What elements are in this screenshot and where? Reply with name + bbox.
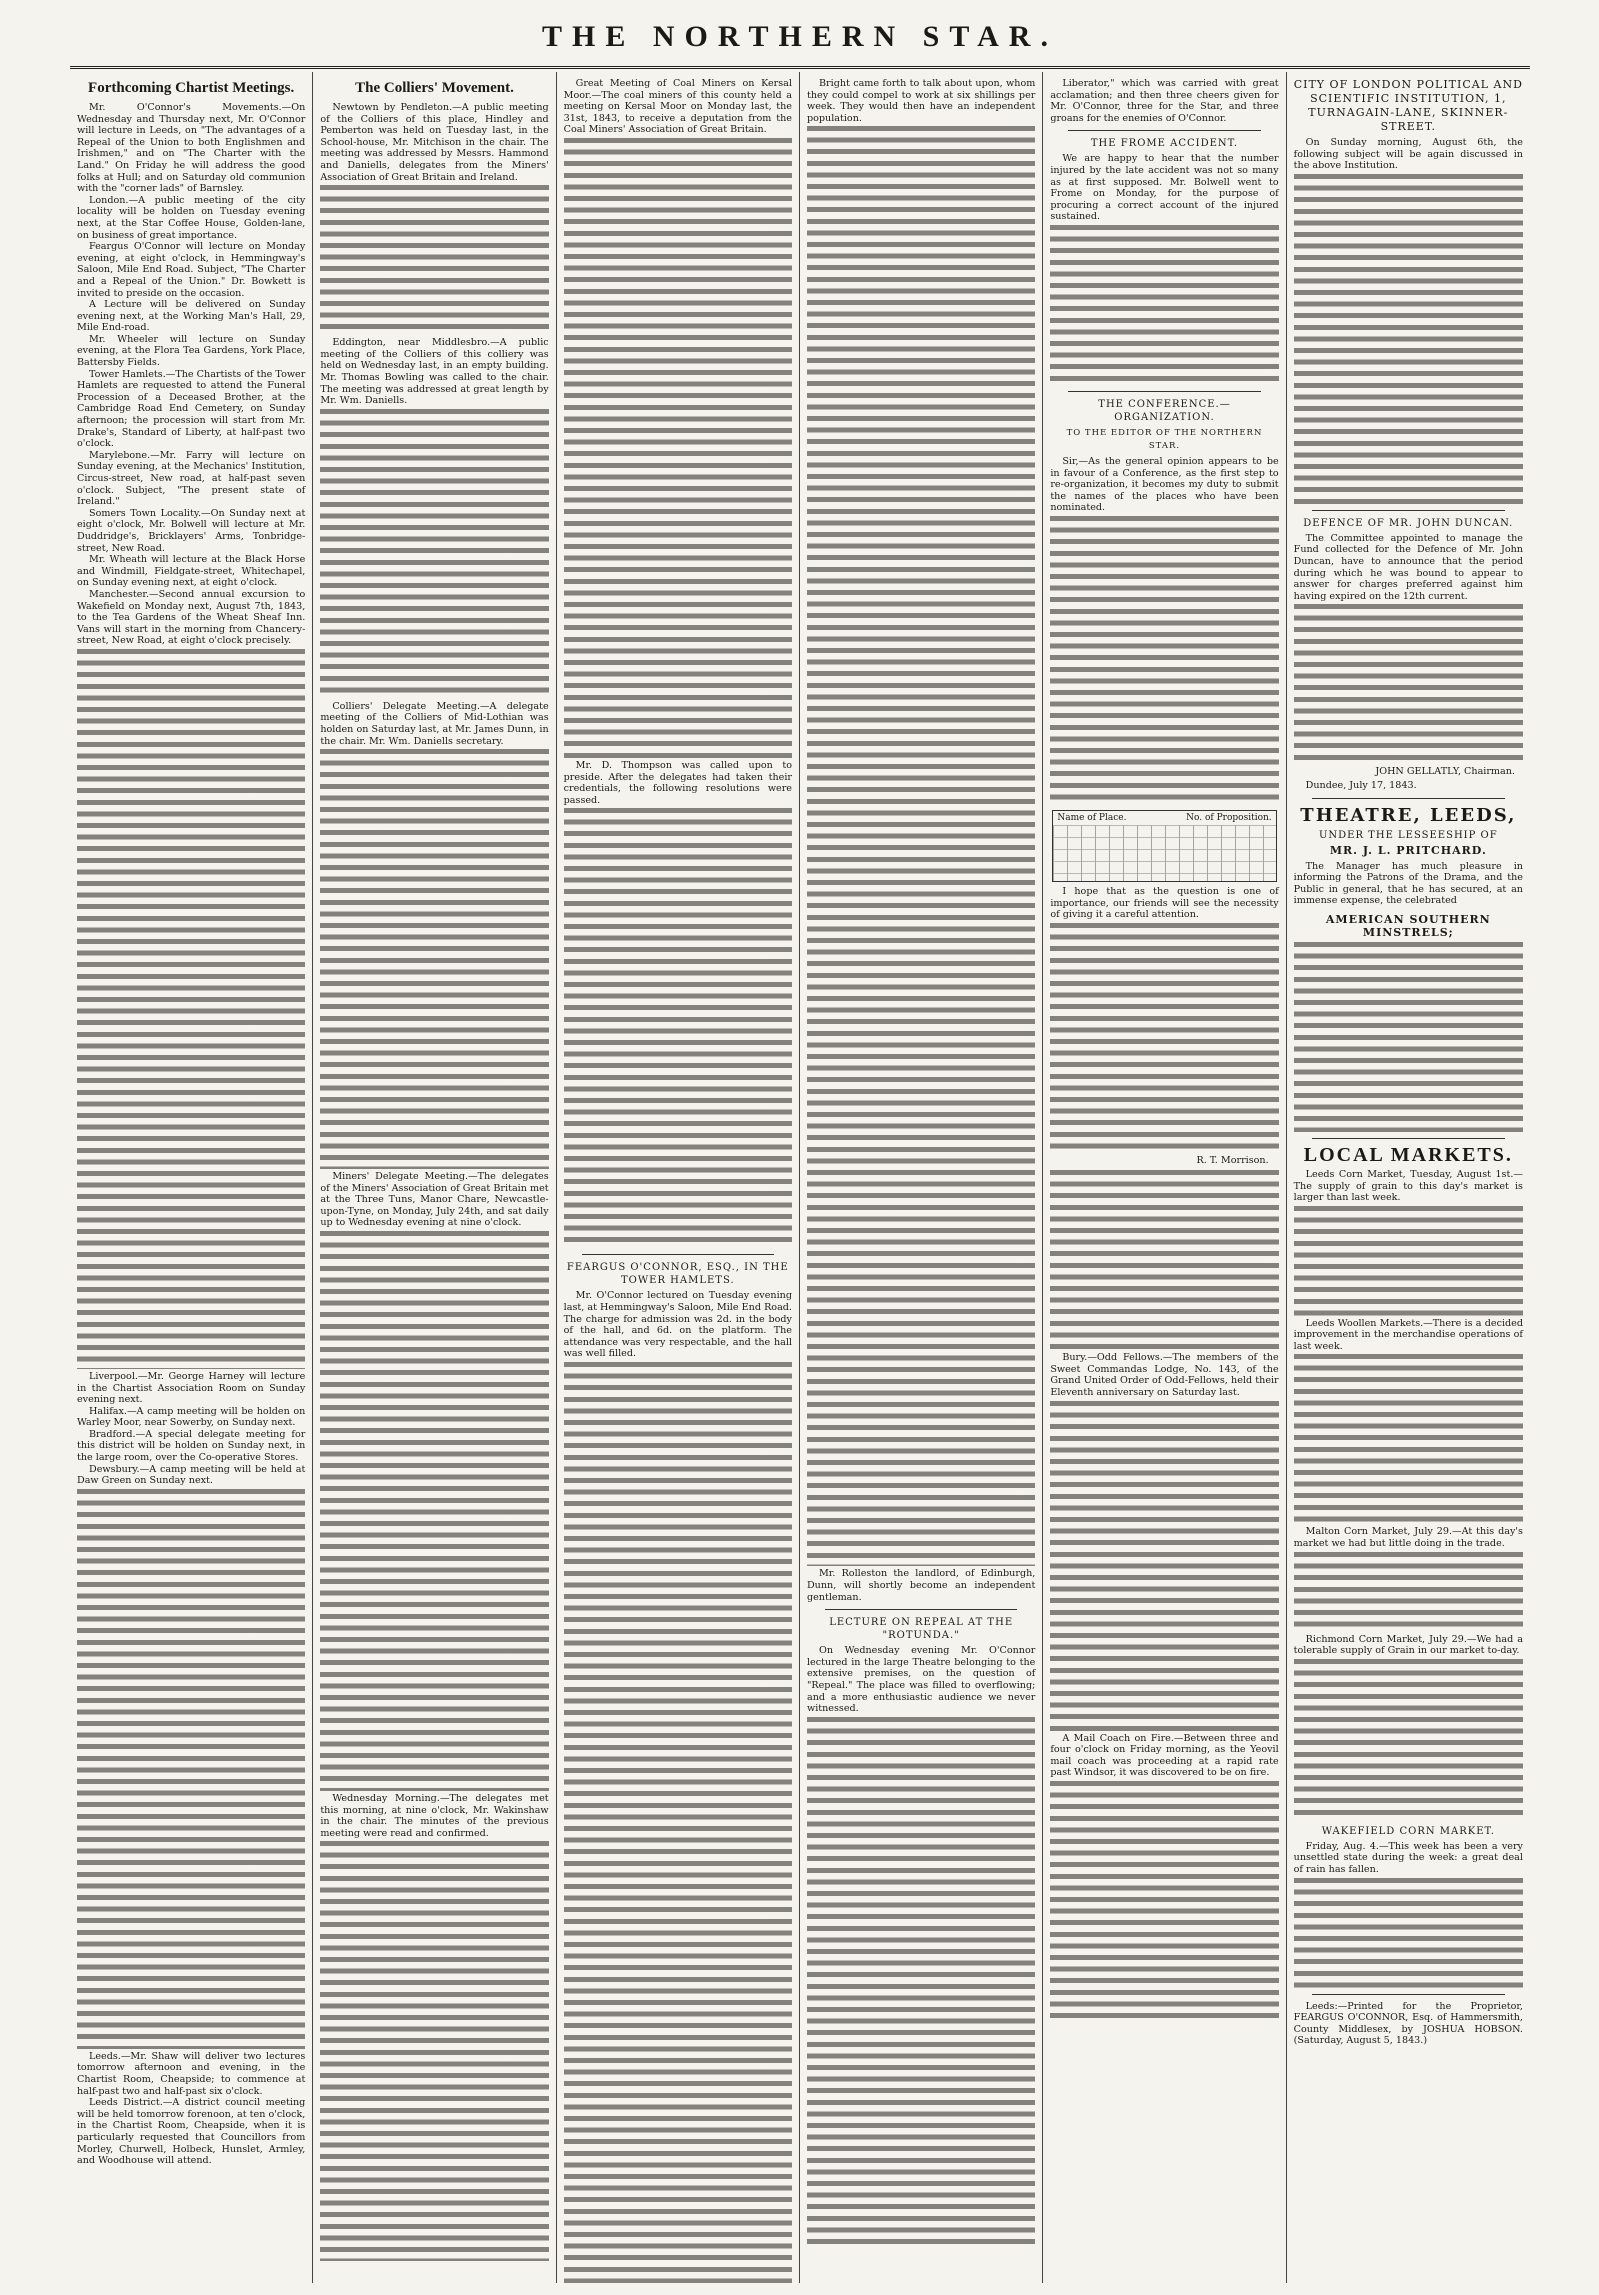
body-text-block	[1294, 604, 1523, 764]
article-paragraph: London.—A public meeting of the city locality will be holden on Tuesday evening next, at the Star Coffee House, Golden-lane, on business of great importance.	[77, 194, 306, 241]
advert-heading-institution: CITY OF LONDON POLITICAL AND SCIENTIFIC INSTITUTION, 1, TURNAGAIN-LANE, SKINNER-STREET.	[1293, 78, 1523, 133]
body-text-block	[1050, 225, 1278, 385]
section-heading-wakefield: WAKEFIELD CORN MARKET.	[1321, 1825, 1495, 1837]
table-grid	[1053, 825, 1275, 881]
body-text-block	[1050, 1781, 1278, 2021]
column-5	[1043, 72, 1286, 2283]
body-text-block	[1294, 1552, 1523, 1632]
body-text-block	[1050, 1170, 1278, 1350]
article-paragraph: Manchester.—Second annual excursion to Wakefield on Monday next, August 7th, 1843, to the Tea Gardens of the Wheat Sheaf Inn. Vans will start in the morning from Chancery-street, New Road, at eight o'clock precisely.	[77, 588, 306, 647]
article-paragraph: Halifax.—A camp meeting will be holden on Warley Moor, near Sowerby, on Sunday next.	[77, 1405, 306, 1429]
article-paragraph: Mr. Wheeler will lecture on Sunday evening, at the Flora Tea Gardens, York Place, Battersby Fields.	[77, 333, 306, 369]
article-paragraph: Tower Hamlets.—The Chartists of the Tower Hamlets are requested to attend the Funeral Procession of a Deceased Brother, at the Cambridge Road End Cemetery, on Sunday afternoon; the procession will start from Mr. Drake's, Standard of Liberty, at half-past two o'clock.	[77, 368, 306, 450]
body-text-block	[564, 808, 792, 1248]
divider	[1312, 1994, 1505, 1995]
advert-text: The Manager has much pleasure in informing the Patrons of the Drama, and the Public in general, that he has secured, at an immense expense, the celebrated	[1293, 860, 1523, 907]
article-paragraph: Mr. Rolleston the landlord, of Edinburgh, Dunn, will shortly become an independent gentleman.	[806, 1568, 1036, 1603]
article-paragraph: A Lecture will be delivered on Sunday evening next, at the Working Man's Hall, 29, Mile End-road.	[77, 299, 306, 334]
article-heading-repeal-lecture: LECTURE ON REPEAL AT THE "ROTUNDA."	[829, 1617, 1014, 1642]
article-heading-conference: THE CONFERENCE.—ORGANIZATION.	[1098, 398, 1231, 423]
body-text-block	[807, 126, 1035, 1566]
advert-dateline: Dundee, July 17, 1843.	[1305, 779, 1417, 791]
section-heading-chartist-meetings: Forthcoming Chartist Meetings.	[88, 80, 295, 96]
table-header-place: Name of Place.	[1057, 812, 1127, 823]
body-text-block	[1294, 174, 1523, 504]
article-paragraph: Wednesday Morning.—The delegates met this morning, at nine o'clock, Mr. Wakinshaw in the chair. The minutes of the previous meeting were read and confirmed.	[320, 1793, 549, 1839]
column-3	[557, 72, 800, 2283]
divider	[1312, 510, 1505, 511]
divider	[1068, 391, 1260, 392]
advert-signature: JOHN GELLATLY, Chairman.	[1375, 766, 1515, 778]
article-paragraph: Great Meeting of Coal Miners on Kersal Moor.—The coal miners of this county held a meeting on Kersal Moor on Monday last, the 31st, 1843, to receive a deputation from the Coal Miners' Association of Great Britain.	[563, 78, 792, 136]
article-paragraph: Marylebone.—Mr. Farry will lecture on Sunday evening, at the Mechanics' Institution, Circus-street, New road, at half-past seven o'clock. Subject, "The present state of Ireland."	[77, 449, 306, 508]
body-text-block	[564, 1362, 792, 2283]
market-report: Leeds Corn Market, Tuesday, August 1st.—The supply of grain to this day's market is larger than last week.	[1293, 1168, 1523, 1204]
body-text-block	[1294, 1206, 1523, 1316]
advert-heading-theatre: THEATRE, LEEDS,	[1300, 804, 1517, 826]
letter-address: TO THE EDITOR OF THE NORTHERN STAR.	[1066, 427, 1263, 451]
divider	[825, 1609, 1017, 1610]
advert-manager-name: MR. J. L. PRITCHARD.	[1329, 843, 1487, 857]
body-text-block	[320, 1841, 548, 2261]
divider	[1068, 130, 1260, 131]
letter-signature: R. T. Morrison.	[1196, 1154, 1269, 1166]
body-text-block	[1294, 942, 1523, 1132]
article-paragraph: Newtown by Pendleton.—A public meeting of the Colliers of this place, Hindley and Pemberton was held on Tuesday last, in the School-house, Mr. Mitchison in the chair. The meeting was addressed by Messrs. Hammond and Daniells, delegates from the Miners' Association of Great Britain and Ireland.	[320, 102, 549, 183]
table-header-proposition: No. of Proposition.	[1186, 812, 1272, 823]
divider	[1312, 1138, 1505, 1139]
body-text-block	[320, 749, 548, 1169]
body-text-block	[77, 649, 305, 1369]
body-text-block	[77, 1489, 305, 2049]
section-heading-colliers-movement: The Colliers' Movement.	[355, 80, 514, 96]
article-paragraph: Liverpool.—Mr. George Harney will lecture in the Chartist Association Room on Sunday evening next.	[77, 1370, 306, 1406]
article-paragraph: Mr. O'Connor's Movements.—On Wednesday and Thursday next, Mr. O'Connor will lecture in Leeds, on "The advantages of a Repeal of the Union to both Englishmen and Irishmen," and on "The Charter with the Land." On Friday he will address the good folks at Hull; and on Saturday old communion with the "corner lads" of Barnsley.	[77, 102, 306, 195]
column-4	[800, 72, 1043, 2283]
article-paragraph: Sir,—As the general opinion appears to be in favour of a Conference, as the first step to re-organization, it becomes my duty to submit the names of the places who have been nominated.	[1050, 455, 1279, 514]
article-paragraph: Dewsbury.—A camp meeting will be held at Daw Green on Sunday next.	[77, 1463, 306, 1487]
advert-subheading: UNDER THE LESSEESHIP OF	[1318, 829, 1498, 841]
article-paragraph: Colliers' Delegate Meeting.—A delegate meeting of the Colliers of Mid-Lothian was holden on Saturday last, at Mr. James Dunn, in the chair. Mr. Wm. Daniells secretary.	[320, 700, 549, 747]
advert-act-name: AMERICAN SOUTHERN MINSTRELS;	[1325, 912, 1491, 939]
article-paragraph: Eddington, near Middlesbro.—A public meeting of the Colliers of this colliery was held on Wednesday last, in an empty building. Mr. Thomas Bowling was called to the chair. The meeting was addressed at great length by Mr. Wm. Daniells.	[320, 337, 549, 407]
article-paragraph: Bright came forth to talk about upon, whom they could compel to work at six shillings per week. They would then have an independent population.	[806, 78, 1036, 124]
article-paragraph: I hope that as the question is one of importance, our friends will see the necessity of giving it a careful attention.	[1050, 885, 1279, 921]
divider	[1312, 798, 1505, 799]
article-paragraph: Leeds.—Mr. Shaw will deliver two lectures tomorrow afternoon and evening, in the Chartist Room, Cheapside; to commence at half-past two and half-past six o'clock.	[77, 2050, 306, 2097]
masthead	[70, 8, 1530, 69]
column-2	[313, 72, 556, 2283]
article-paragraph: Bradford.—A special delegate meeting for this district will be holden on Sunday next, in the large room, over the Co-operative Stores.	[77, 1428, 306, 1464]
advert-heading-duncan-defence: DEFENCE OF MR. JOHN DUNCAN.	[1303, 517, 1514, 529]
article-paragraph: Mr. O'Connor lectured on Tuesday evening last, at Hemmingway's Saloon, Mile End Road. The charge for admission was 2d. in the body of the hall, and 6d. on the platform. The attendance was very respectable, and the hall was well filled.	[563, 1290, 792, 1360]
article-paragraph: Leeds District.—A district council meeting will be held tomorrow forenoon, at ten o'clock, in the Chartist Room, Cheapside, when it is particularly requested that Councillors from Morley, Churwell, Holbeck, Hunslet, Armley, and Woodhouse will attend.	[77, 2097, 306, 2167]
newspaper-page	[70, 8, 1530, 2283]
section-heading-local-markets: LOCAL MARKETS.	[1303, 1143, 1513, 1166]
body-text-block	[1050, 516, 1278, 806]
article-paragraph: Mr. Wheath will lecture at the Black Horse and Windmill, Fieldgate-street, Whitechapel, on Sunday evening next, at eight o'clock.	[77, 554, 306, 589]
column-1	[70, 72, 313, 2283]
article-paragraph: Liberator," which was carried with great acclamation; and then three cheers given for Mr. O'Connor, three for the Star, and three groans for the enemies of O'Connor.	[1050, 78, 1279, 124]
article-paragraph: Miners' Delegate Meeting.—The delegates of the Miners' Association of Great Britain met at the Three Tuns, Manor Chare, Newcastle-upon-Tyne, on Monday, July 24th, and sat daily up to Wednesday evening at nine o'clock.	[320, 1171, 549, 1229]
body-text-block	[320, 185, 548, 335]
body-text-block	[1294, 1878, 1523, 1988]
article-paragraph: A Mail Coach on Fire.—Between three and four o'clock on Friday morning, as the Yeovil mail coach was proceeding at a rapid rate past Windsor, it was discovered to be on fire.	[1050, 1732, 1279, 1779]
article-paragraph: We are happy to hear that the number injured by the late accident was not so many as at first supposed. Mr. Bolwell went to Frome on Monday, for the purpose of procuring a correct account of the injured sustained.	[1050, 153, 1279, 223]
body-text-block	[1294, 1659, 1523, 1819]
body-text-block	[564, 138, 792, 758]
advert-text: On Sunday morning, August 6th, the following subject will be again discussed in the above Institution.	[1293, 137, 1523, 172]
article-heading-frome-accident: THE FROME ACCIDENT.	[1090, 138, 1239, 150]
article-paragraph: On Wednesday evening Mr. O'Connor lectured in the large Theatre belonging to the extensive premises, on the question of "Repeal." The place was filled to overflowing; and a more enthusiastic audience we never witnessed.	[806, 1645, 1036, 1715]
body-text-block	[1050, 1401, 1278, 1731]
market-report: Malton Corn Market, July 29.—At this day's market we had but little doing in the trade.	[1293, 1526, 1523, 1550]
advert-text: The Committee appointed to manage the Fund collected for the Defence of Mr. John Duncan, have to announce that the period during which he was bound to appear to answer for charges preferred against him having expired on the 12th current.	[1293, 532, 1523, 602]
body-text-block	[1294, 1354, 1523, 1524]
printer-imprint: Leeds:—Printed for the Proprietor, FEARGUS O'CONNOR, Esq. of Hammersmith, County Middlesex, by JOSHUA HOBSON. (Saturday, August 5, 1843.)	[1293, 2000, 1523, 2047]
newspaper-title: THE NORTHERN STAR.	[542, 20, 1058, 53]
columns	[70, 72, 1530, 2283]
column-6	[1287, 72, 1530, 2283]
propositions-table	[1052, 810, 1276, 882]
body-text-block	[807, 1717, 1035, 2247]
body-text-block	[320, 409, 548, 699]
body-text-block	[1050, 923, 1278, 1153]
article-heading-oconnor-tower-hamlets: FEARGUS O'CONNOR, ESQ., IN THE TOWER HAMLETS.	[566, 1262, 789, 1287]
market-report: Friday, Aug. 4.—This week has been a very unsettled state during the week: a great deal of rain has fallen.	[1293, 1840, 1523, 1876]
article-paragraph: Feargus O'Connor will lecture on Monday evening, at eight o'clock, in Hemmingway's Saloon, Mile End Road. Subject, "The Charter and a Repeal of the Union." Dr. Bowkett is invited to preside on the occasion.	[77, 241, 306, 299]
divider	[582, 1254, 774, 1255]
article-paragraph: Somers Town Locality.—On Sunday next at eight o'clock, Mr. Bolwell will lecture at Mr. Duddridge's, Bricklayers' Arms, Tonbridge-street, New Road.	[77, 507, 306, 554]
article-paragraph: Bury.—Odd Fellows.—The members of the Sweet Commandas Lodge, No. 143, of the Grand United Order of Odd-Fellows, held their Eleventh anniversary on Saturday last.	[1050, 1352, 1279, 1399]
body-text-block	[320, 1231, 548, 1791]
article-paragraph: Mr. D. Thompson was called upon to preside. After the delegates had taken their credentials, the following resolutions were passed.	[563, 759, 792, 806]
market-report: Leeds Woollen Markets.—There is a decided improvement in the merchandise operations of last week.	[1293, 1317, 1523, 1352]
market-report: Richmond Corn Market, July 29.—We had a tolerable supply of Grain in our market to-day.	[1293, 1633, 1523, 1657]
